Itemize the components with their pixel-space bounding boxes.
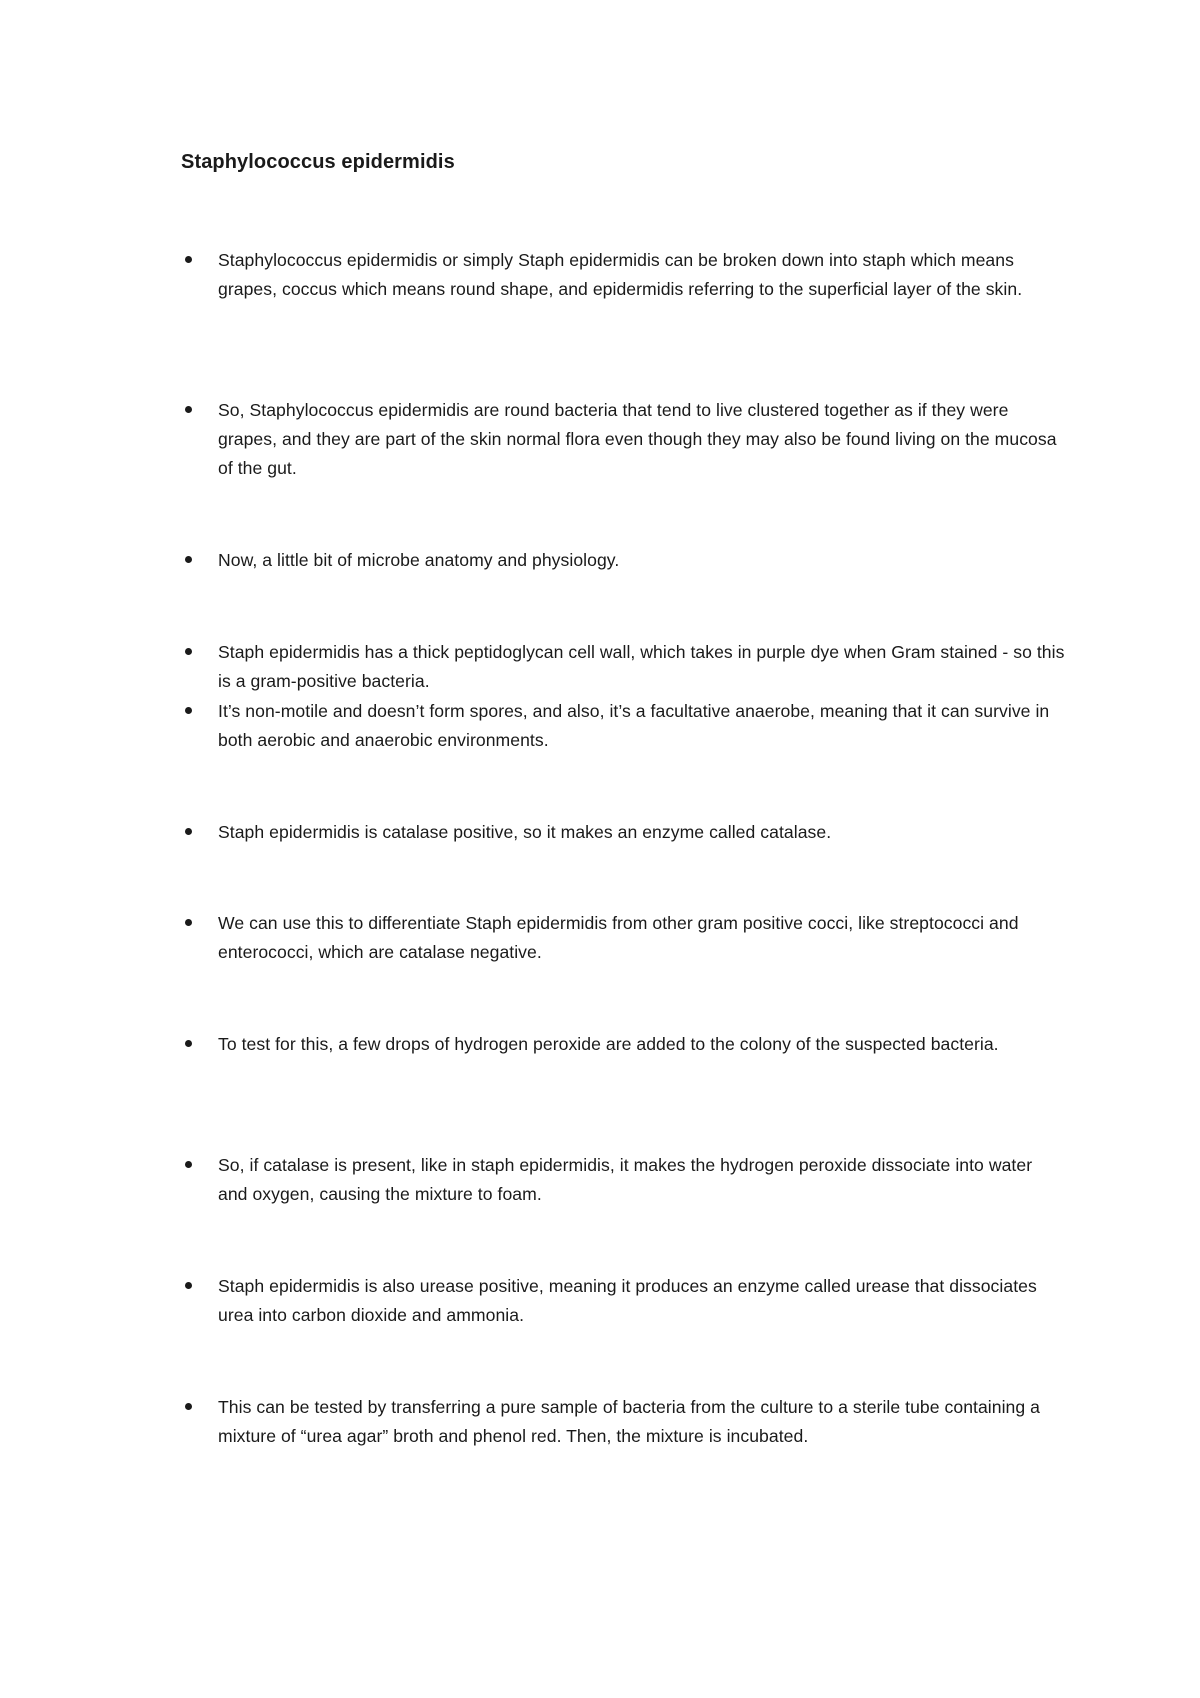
bullet-item (185, 1272, 1065, 1330)
bullet-item (185, 638, 1065, 696)
bullet-dot (185, 1282, 192, 1289)
bullet-dot (185, 1040, 192, 1047)
bullet-dot (185, 406, 192, 413)
bullet-text: We can use this to differentiate Staph epidermidis from other gram positive cocci, like streptococci and enterococci, which are catalase negative. (218, 913, 1019, 962)
bullet-dot (185, 556, 192, 563)
bullet-dot (185, 1403, 192, 1410)
bullet-text: So, Staphylococcus epidermidis are round bacteria that tend to live clustered together as if they were grapes, and they are part of the skin normal flora even though they may also be found living on the mucosa of the gut. (218, 400, 1057, 478)
bullet-item (185, 396, 1065, 483)
bullet-item (185, 909, 1065, 967)
bullet-dot (185, 919, 192, 926)
bullet-text: Staph epidermidis has a thick peptidoglycan cell wall, which takes in purple dye when Gram stained - so this is a gram-positive bacteria. (218, 642, 1065, 691)
bullet-item (185, 1393, 1065, 1451)
bullet-item (185, 818, 1065, 847)
bullet-dot (185, 256, 192, 263)
bullet-text: Staph epidermidis is also urease positive, meaning it produces an enzyme called urease that dissociates urea into carbon dioxide and ammonia. (218, 1276, 1037, 1325)
bullet-text: To test for this, a few drops of hydrogen peroxide are added to the colony of the suspected bacteria. (218, 1034, 999, 1054)
bullet-dot (185, 707, 192, 714)
bullet-text: This can be tested by transferring a pure sample of bacteria from the culture to a sterile tube containing a mixture of “urea agar” broth and phenol red. Then, the mixture is incubated. (218, 1397, 1040, 1446)
bullet-item (185, 1030, 1065, 1059)
document-title: Staphylococcus epidermidis (181, 151, 455, 173)
bullet-dot (185, 828, 192, 835)
bullet-text: It’s non-motile and doesn’t form spores, and also, it’s a facultative anaerobe, meaning that it can survive in both aerobic and anaerobic environments. (218, 701, 1050, 750)
bullet-text: Now, a little bit of microbe anatomy and physiology. (218, 550, 620, 570)
bullet-dot (185, 1161, 192, 1168)
bullet-item (185, 546, 1065, 575)
bullet-text: So, if catalase is present, like in staph epidermidis, it makes the hydrogen peroxide dissociate into water and oxygen, causing the mixture to foam. (218, 1155, 1033, 1204)
bullet-item (185, 697, 1065, 755)
bullet-dot (185, 648, 192, 655)
bullet-item (185, 246, 1065, 304)
bullet-text: Staphylococcus epidermidis or simply Staph epidermidis can be broken down into staph which means grapes, coccus which means round shape, and epidermidis referring to the superficial layer of the skin. (218, 250, 1023, 299)
bullet-item (185, 1151, 1065, 1209)
bullet-text: Staph epidermidis is catalase positive, so it makes an enzyme called catalase. (218, 822, 832, 842)
